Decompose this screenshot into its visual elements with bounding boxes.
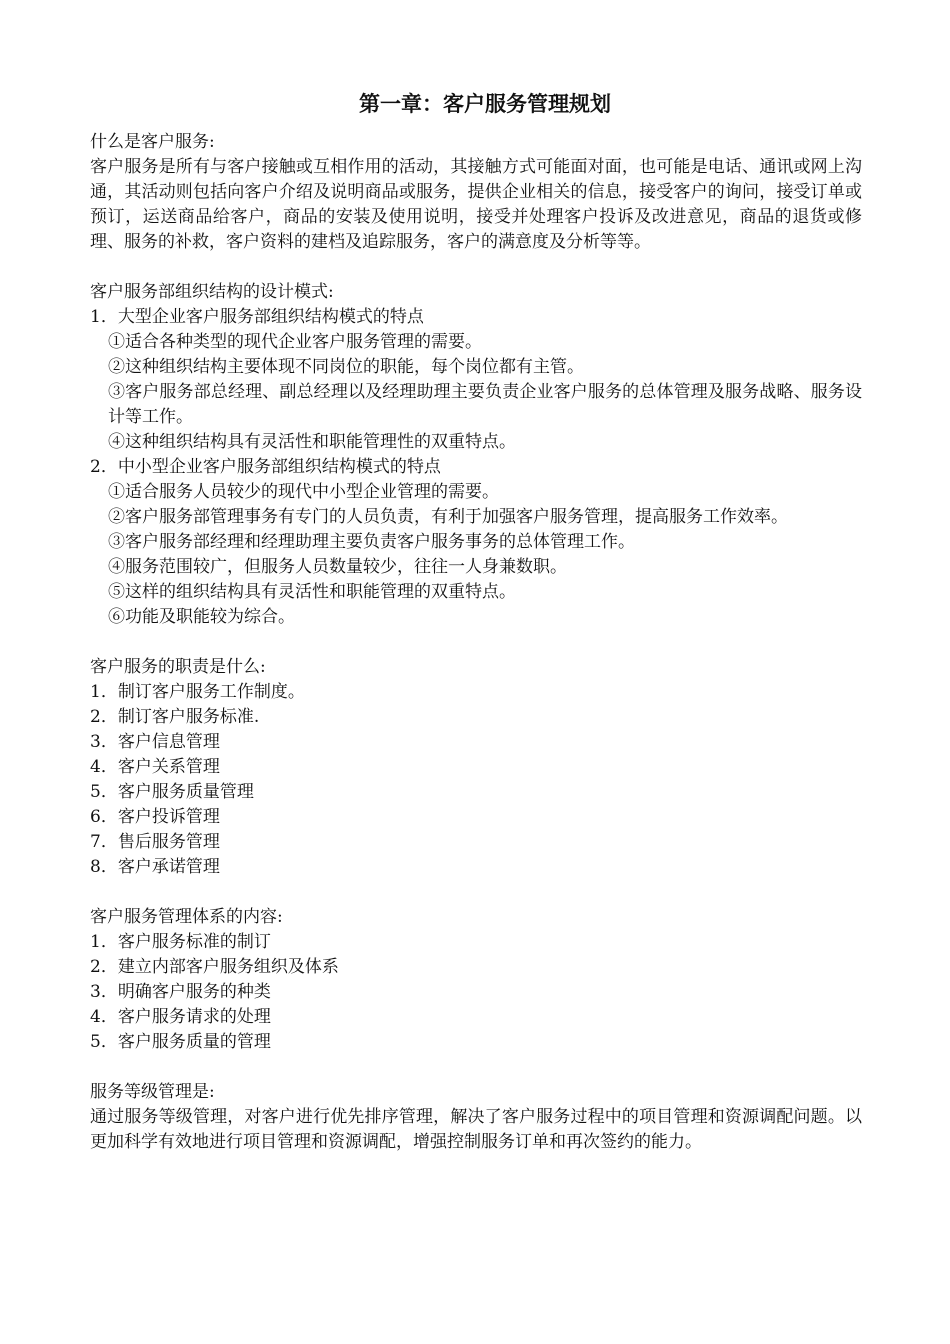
- list-item: ①适合各种类型的现代企业客户服务管理的需要。: [108, 332, 482, 352]
- section-org-structure: [90, 280, 862, 630]
- page-title: 第一章：客户服务管理规划: [359, 92, 611, 116]
- section-management-system: [90, 905, 862, 1055]
- section-body: 通过服务等级管理，对客户进行优先排序管理，解决了客户服务过程中的项目管理和资源调配问题。以更加科学有效地进行项目管理和资源调配，增强控制服务订单和再次签约的能力。: [90, 1107, 862, 1152]
- list-item: ④这种组织结构具有灵活性和职能管理性的双重特点。: [108, 432, 516, 452]
- section-what-is-customer-service: [90, 130, 862, 255]
- subsection-title: 2．中小型企业客户服务部组织结构模式的特点: [90, 457, 441, 477]
- list-item: 5．客户服务质量管理: [90, 782, 254, 802]
- list-item: 8．客户承诺管理: [90, 857, 220, 877]
- spacer: [90, 630, 862, 655]
- list-item: ②客户服务部管理事务有专门的人员负责，有利于加强客户服务管理，提高服务工作效率。: [108, 507, 788, 527]
- list-item: ③客户服务部总经理、副总经理以及经理助理主要负责企业客户服务的总体管理及服务战略、服务设计等工作。: [108, 382, 862, 427]
- section-responsibilities: [90, 655, 862, 880]
- spacer: [90, 1055, 862, 1080]
- spacer: [90, 880, 862, 905]
- section-heading: 服务等级管理是:: [90, 1082, 215, 1102]
- list-item: 3．明确客户服务的种类: [90, 982, 271, 1002]
- list-item: 4．客户服务请求的处理: [90, 1007, 271, 1027]
- document-page: [90, 88, 862, 1155]
- section-service-level: [90, 1080, 862, 1155]
- section-body: 客户服务是所有与客户接触或互相作用的活动，其接触方式可能面对面，也可能是电话、通讯或网上沟通，其活动则包括向客户介绍及说明商品或服务，提供企业相关的信息，接受客户的询问，接受订单或预订，运送商品给客户，商品的安装及使用说明，接受并处理客户投诉及改进意见，商品的退货或修理、服务的补救，客户资料的建档及追踪服务，客户的满意度及分析等等。: [90, 157, 862, 252]
- list-item: 3．客户信息管理: [90, 732, 220, 752]
- list-item: ③客户服务部经理和经理助理主要负责客户服务事务的总体管理工作。: [108, 532, 635, 552]
- list-item: ④服务范围较广，但服务人员数量较少，往往一人身兼数职。: [108, 557, 567, 577]
- list-item: 6．客户投诉管理: [90, 807, 220, 827]
- subsection-title: 1．大型企业客户服务部组织结构模式的特点: [90, 307, 424, 327]
- section-heading: 客户服务管理体系的内容:: [90, 907, 283, 927]
- section-heading: 什么是客户服务:: [90, 132, 215, 152]
- list-item: ①适合服务人员较少的现代中小型企业管理的需要。: [108, 482, 499, 502]
- spacer: [90, 255, 862, 280]
- list-item: ⑥功能及职能较为综合。: [108, 607, 295, 627]
- list-item: 2．建立内部客户服务组织及体系: [90, 957, 339, 977]
- list-item: 4．客户关系管理: [90, 757, 220, 777]
- list-item: 1．客户服务标准的制订: [90, 932, 271, 952]
- list-item: 2．制订客户服务标准.: [90, 707, 260, 727]
- list-item: ②这种组织结构主要体现不同岗位的职能，每个岗位都有主管。: [108, 357, 584, 377]
- section-heading: 客户服务的职责是什么:: [90, 657, 266, 677]
- list-item: ⑤这样的组织结构具有灵活性和职能管理的双重特点。: [108, 582, 516, 602]
- list-item: 1．制订客户服务工作制度。: [90, 682, 305, 702]
- section-heading: 客户服务部组织结构的设计模式:: [90, 282, 334, 302]
- list-item: 7．售后服务管理: [90, 832, 220, 852]
- list-item: 5．客户服务质量的管理: [90, 1032, 271, 1052]
